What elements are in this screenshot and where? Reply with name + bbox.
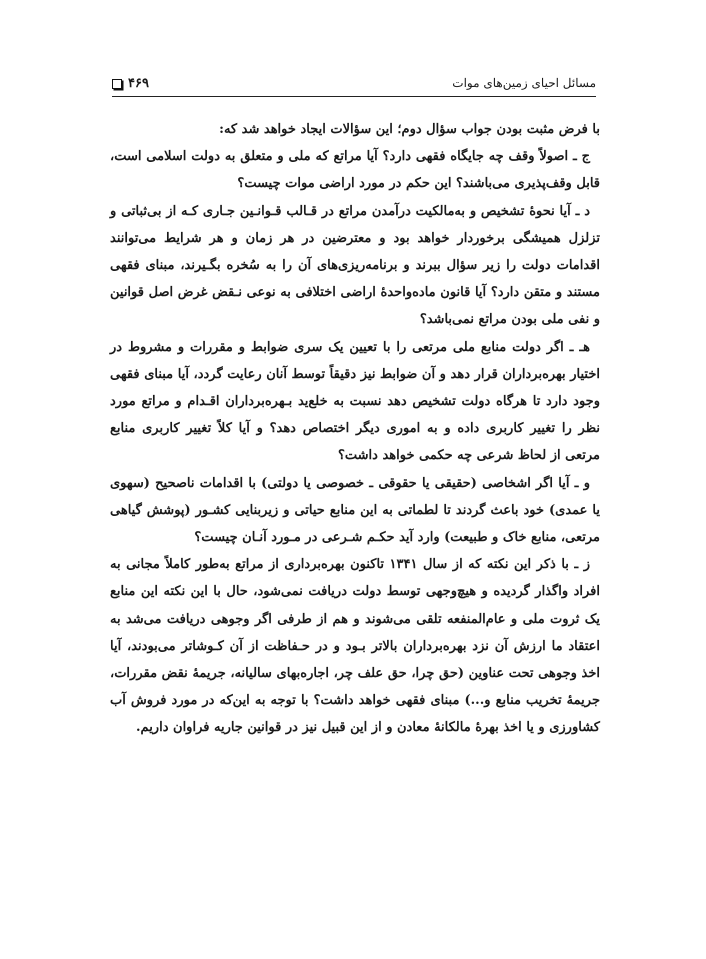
running-title: مسائل احیای زمین‌های موات [452, 76, 596, 90]
paragraph-question-v: و ـ آیا اگر اشخاصی (حقیقی یا حقوقی ـ خصوصی یا دولتی) با اقدامات ناصحیح (سهوی یا عمدی) خود باعث گردند تا لطماتی به این منابع حیاتی و زیربنایی کشـور (پوشش گیاهی مرتعی، منابع خاک و طبیعت) وارد آید حکـم شـرعی در مـورد آنـان چیست؟ [110, 475, 600, 546]
paragraph-question-d: د ـ آیا نحوهٔ تشخیص و به‌مالکیت درآمدن مراتع در قـالب قـوانـین جـاری کـه از بی‌ثباتی و تزلزل همیشگی برخوردار خواهد بود و معترضین در هر زمان و هر شرایط می‌توانند اقدامات دولت را زیر سؤال ببرند و برنامه‌ریزی‌های آن را به سُخره بگـیرند، مبنای فقهی مستند و متقن دارد؟ آیا قانون ماده‌واحدهٔ اراضی اختلافی به نوعی نـقض غرض اصل قوانین و نفی ملی بودن مراتع نمی‌باشد؟ [110, 203, 600, 328]
page-number: ۴۶۹ [128, 76, 149, 91]
paragraph-question-z: ز ـ با ذکر این نکته که از سال ۱۳۴۱ تاکنون بهره‌برداری از مراتع به‌طور کاملاً مجانی به افراد واگذار گردیده و هیچ‌وجهی توسط دولت دریافت نمی‌شود، حال با این نکته این منابع یک ثروت ملی و عام‌المنفعه تلقی می‌شوند و هم از طرفی اگر وجوهی دریافت می‌شد به اعتقاد ما ارزش آن نزد بهره‌برداران بالاتر بـود و در حـفاظت از آن کـوشاتر می‌بودند، آیا اخذ وجوهی تحت عناوین (حق چرا، حق علف چر، اجاره‌بهای سالیانه، جریمهٔ نقض مقررات، جریمهٔ تخریب منابع و...) مبنای فقهی خواهد داشت؟ با توجه به این‌که در مورد فروش آب کشاورزی و یا اخذ بهرهٔ مالکانهٔ معادن و از این قبیل نیز در قوانین جاریه فراوان داریم. [110, 557, 600, 736]
page-number-group [112, 76, 149, 91]
paragraph-intro: با فرض مثبت بودن جواب سؤال دوم؛ این سؤالات ایجاد خواهد شد که: [219, 122, 600, 137]
body-text [110, 116, 600, 742]
page-header [112, 74, 596, 97]
paragraph-question-j: ج ـ اصولاً وقف چه جایگاه فقهی دارد؟ آیا مراتع که ملی و متعلق به دولت اسلامی است، قابل وقف‌پذیری می‌باشند؟ این حکم در مورد اراضی موات چیست؟ [110, 149, 600, 192]
paragraph-question-h: هـ ـ اگر دولت منابع ملی مرتعی را با تعیین یک سری ضوابط و مقررات و مشروط در اختیار بهره‌برداران قرار دهد و آن ضوابط نیز دقیقاً توسط آنان رعایت گردد، آیا مبنای فقهی وجود دارد تا هرگاه دولت تشخیص دهد نسبت به خلع‌ید بـهره‌برداران اقـدام و مراتع مورد نظر را تغییر کاربری داده و به اموری دیگر اختصاص دهد؟ و آیا کلاً تغییر کاربری منابع مرتعی از لحاظ شرعی چه حکمی خواهد داشت؟ [110, 339, 600, 464]
square-bullet-icon [112, 79, 122, 89]
